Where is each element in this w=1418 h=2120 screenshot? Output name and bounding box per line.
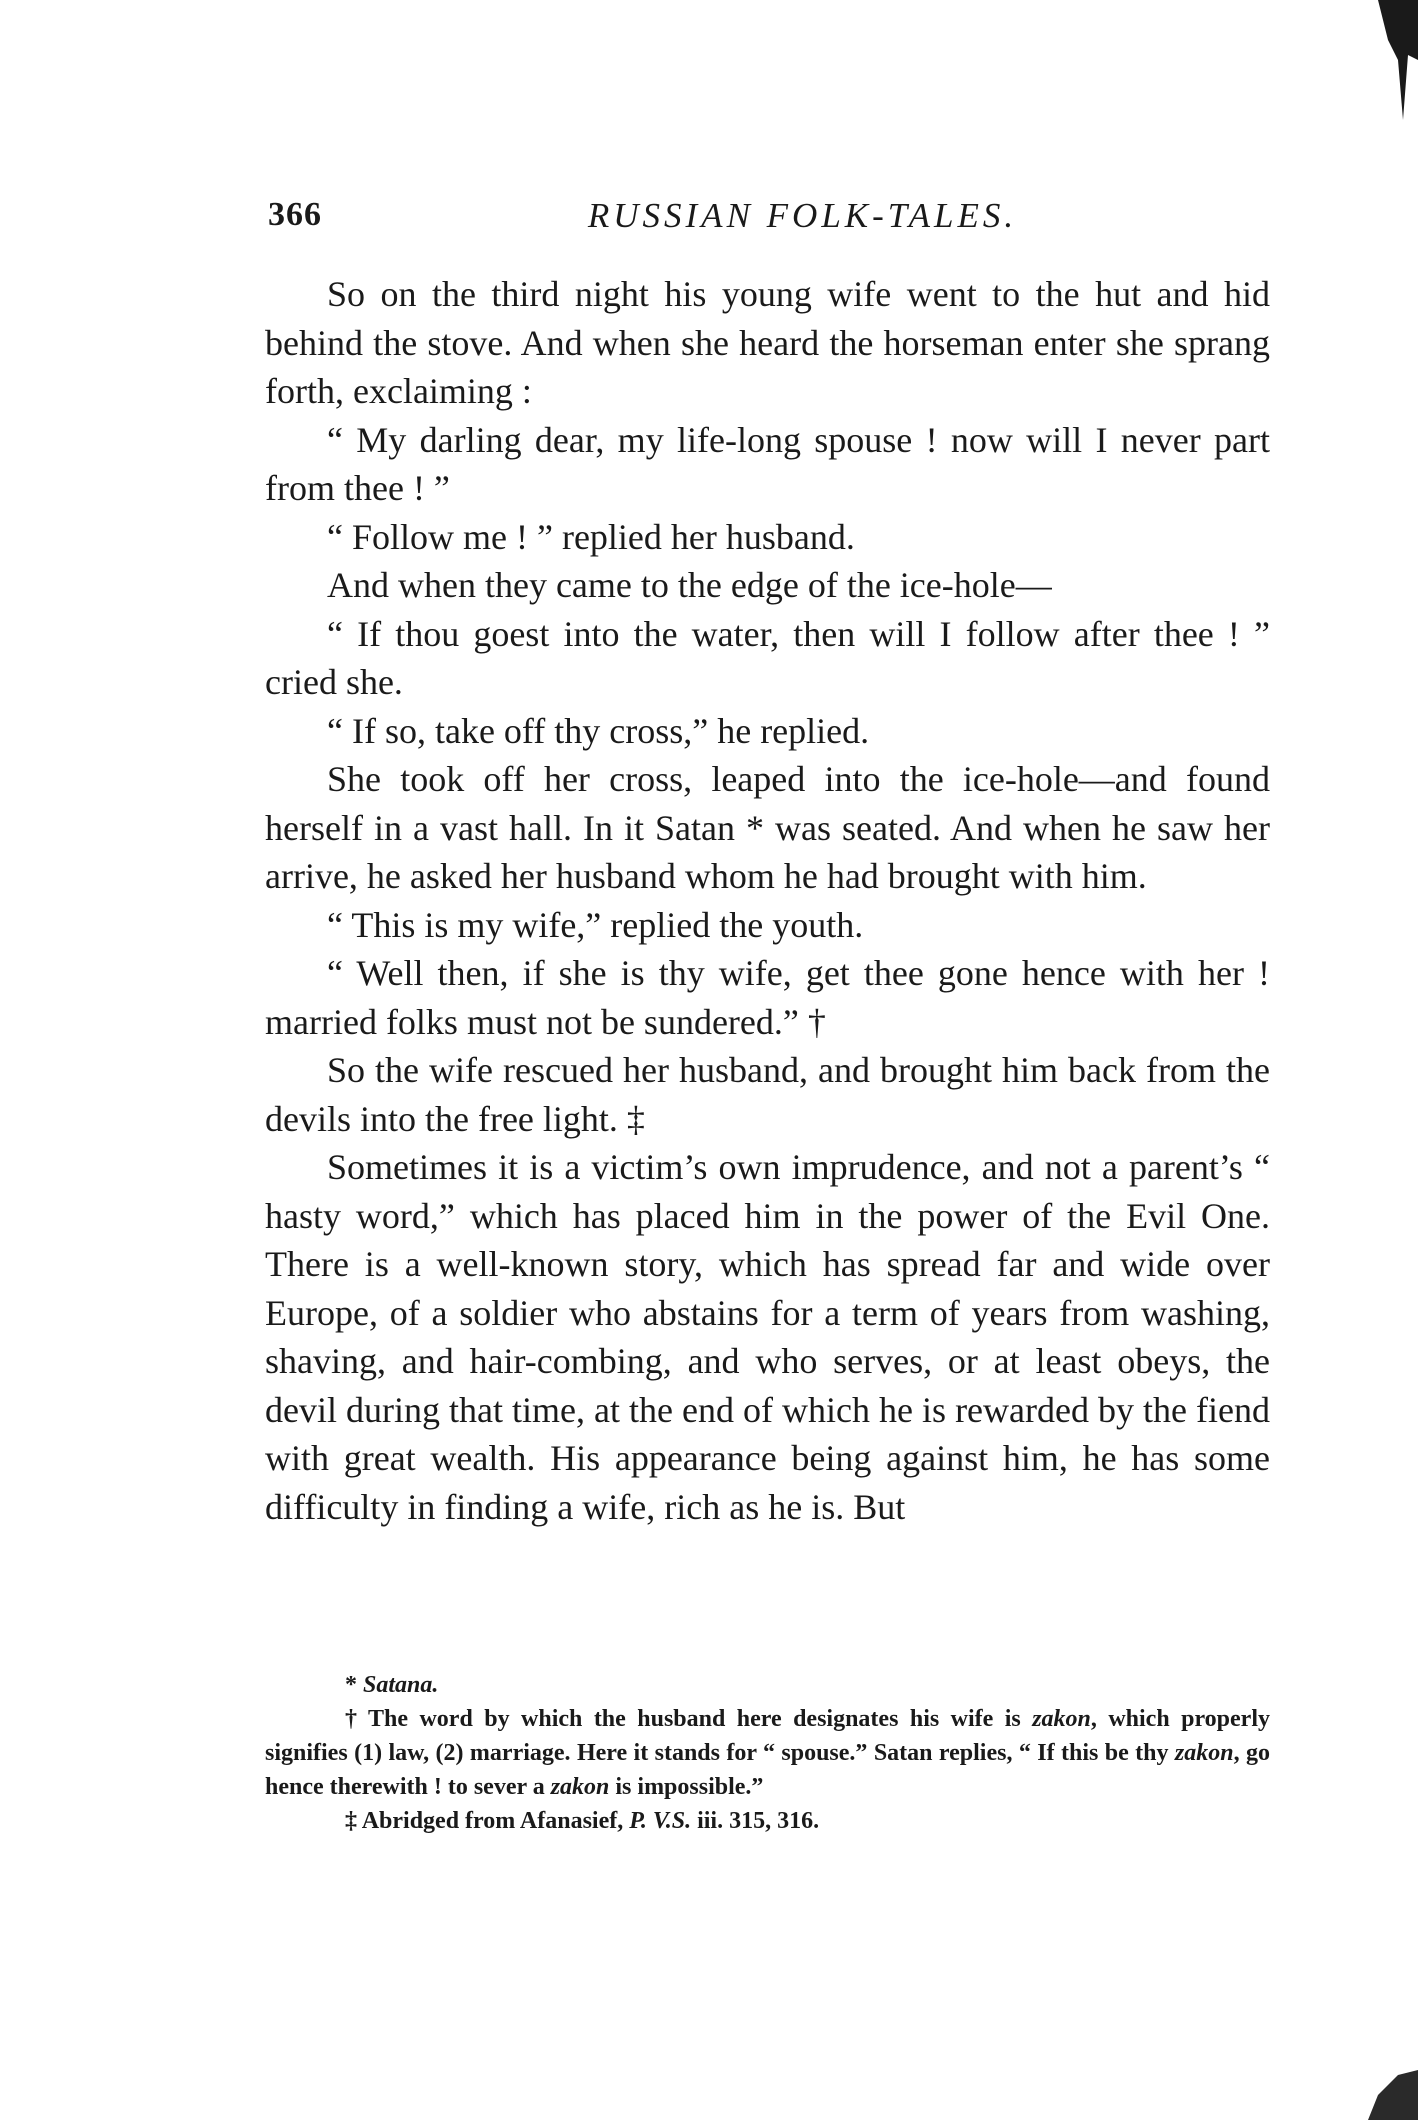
footnote-mark: ‡ (345, 1808, 357, 1834)
footnote-dagger (265, 1702, 1270, 1804)
paragraph: “ Well then, if she is thy wife, get thee gone hence with her ! married folks must not be sundered.” † (265, 953, 1270, 1042)
paragraph: “ If so, take off thy cross,” he replied. (327, 710, 870, 751)
footnote-text: Abridged from Afanasief, (361, 1808, 630, 1834)
scan-corner-stain (1348, 2060, 1418, 2120)
footnote-source: P. V.S. (629, 1808, 692, 1834)
paragraph: “ This is my wife,” replied the youth. (327, 904, 864, 945)
footnote-ddagger (265, 1804, 1270, 1838)
body-text (265, 270, 1270, 1531)
footnote-term: Satana. (363, 1672, 439, 1698)
paragraph: And when they came to the edge of the ice-hole— (327, 565, 1052, 605)
scan-edge-stain (1368, 0, 1418, 120)
paragraph: She took off her cross, leaped into the ice-hole—and found herself in a vast hall. In it Satan * was seated. And when he saw her arrive, he asked her husband whom he had brought with him. (265, 759, 1270, 896)
footnote-text: is impossible.” (609, 1774, 764, 1800)
footnotes (265, 1668, 1270, 1838)
footnote-text: , which properly signifies (1) law, (2) marriage. Here it stands for “ spouse.” Satan replies, “ If this be thy (265, 1706, 1271, 1766)
paragraph: “ My darling dear, my life-long spouse ! now will I never part from thee ! ” (265, 419, 1270, 508)
footnote-term: zakon (1032, 1706, 1091, 1732)
footnote-text: The word by which the husband here designates his wife is (368, 1706, 1033, 1732)
footnote-term: zakon (1174, 1740, 1234, 1766)
paragraph: So the wife rescued her husband, and brought him back from the devils into the free light. ‡ (265, 1050, 1270, 1139)
footnote-text: , go hence therewith ! to sever a (265, 1740, 1270, 1800)
paragraph: “ If thou goest into the water, then will I follow after thee ! ” cried she. (265, 613, 1270, 702)
footnote-text: iii. 315, 316. (691, 1808, 820, 1834)
page-number: 366 (268, 196, 322, 233)
footnote-star (265, 1668, 1270, 1702)
footnote-mark: † (345, 1706, 357, 1732)
footnote-mark: * (345, 1672, 357, 1698)
page-header (265, 196, 1270, 246)
footnote-term: zakon (550, 1774, 610, 1800)
paragraph: Sometimes it is a victim’s own imprudence, and not a parent’s “ hasty word,” which has placed him in the power of the Evil One. There is a well-known story, which has spread far and wide over Europe, of a soldier who abstains for a term of years from washing, shaving, and hair-combing, and who serves, or at least obeys, the devil during that time, at the end of which he is rewarded by the fiend with great wealth. His appearance being against him, he has some difficulty in finding a wife, rich as he is. But (265, 1147, 1270, 1527)
paragraph: “ Follow me ! ” replied her husband. (327, 516, 855, 557)
running-title: RUSSIAN FOLK-TALES. (587, 196, 1018, 235)
paragraph: So on the third night his young wife went to the hut and hid behind the stove. And when she heard the horseman enter she sprang forth, exclaiming : (265, 274, 1270, 411)
